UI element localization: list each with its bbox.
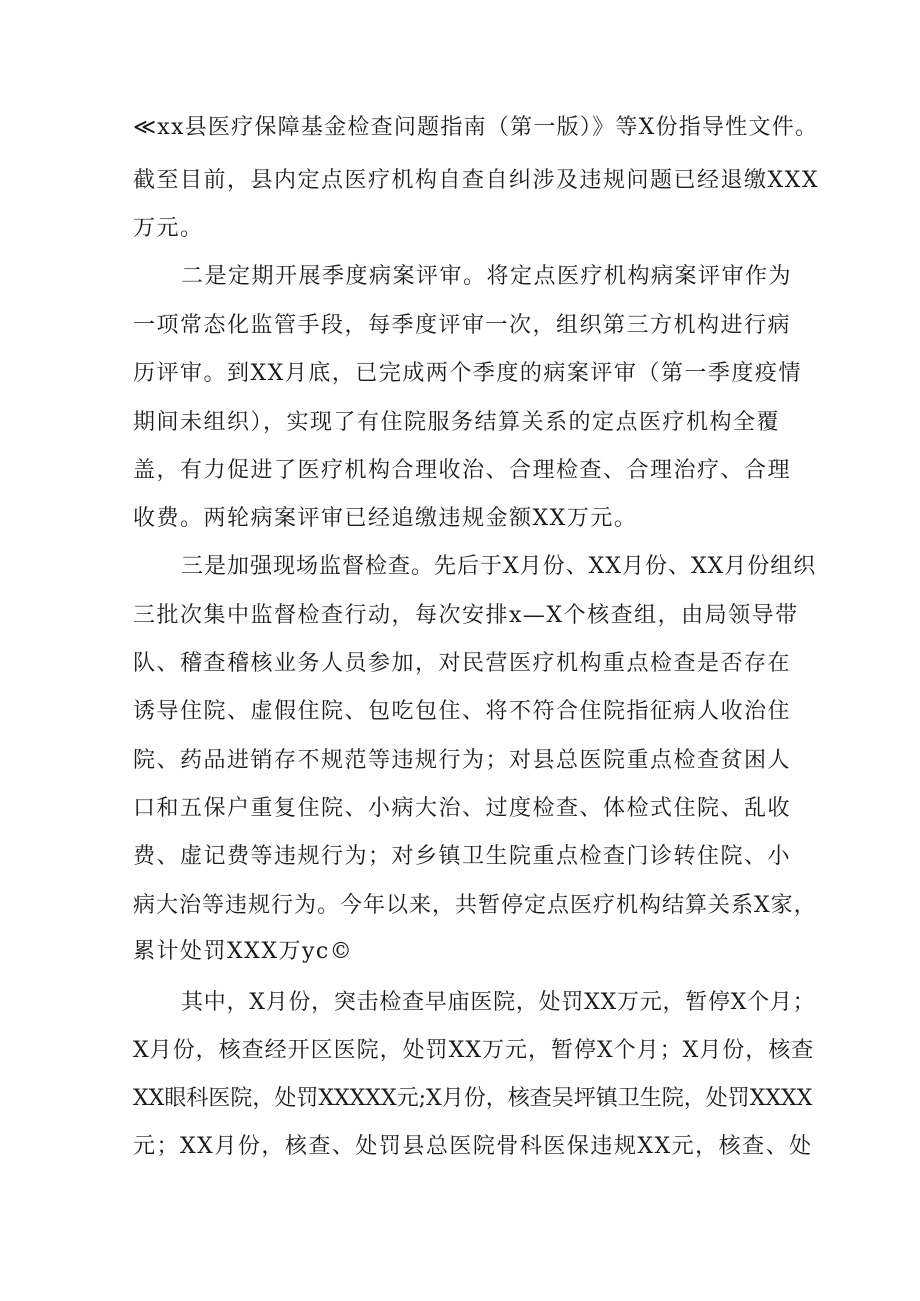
text-line	[0, 354, 920, 394]
text-line-content: 费、虚记费等违规行为；对乡镇卫生院重点检查门诊转住院、小	[133, 844, 792, 869]
text-line	[0, 983, 920, 1023]
text-line-content: 期间未组织），实现了有住院服务结算关系的定点医疗机构全覆	[133, 410, 781, 435]
text-line	[0, 644, 920, 684]
text-line	[0, 403, 920, 443]
text-line	[0, 161, 920, 201]
text-line-content: XX眼科医院，处罚XXXXX元;X月份，核查吴坪镇卫生院，处罚XXXX	[133, 1086, 813, 1111]
text-line-content: X月份，核查经开区医院，处罚XX万元，暂停X个月；X月份，核查	[133, 1038, 815, 1063]
text-line-content: 二是定期开展季度病案评审。将定点医疗机构病案评审作为	[181, 264, 793, 289]
text-line-content: 一项常态化监管手段，每季度评审一次，组织第三方机构进行病	[133, 313, 792, 338]
text-line	[0, 886, 920, 926]
text-line	[0, 1127, 920, 1167]
text-line-content: 诱导住院、虚假住院、包吃包住、将不符合住院指征病人收治住	[133, 699, 792, 724]
text-line	[0, 932, 920, 972]
text-line	[0, 596, 920, 636]
text-line	[0, 1079, 920, 1119]
text-line-content: 元；XX月份，核查、处罚县总医院骨科医保违规XX元，核查、处	[133, 1134, 813, 1159]
text-line-content: 收费。两轮病案评审已经追缴违规金额XX万元。	[133, 506, 638, 531]
text-line	[0, 741, 920, 781]
text-line-content: 口和五保户重复住院、小病大治、过度检查、体检式住院、乱收	[133, 796, 792, 821]
text-line-content: 历评审。到XX月底，已完成两个季度的病案评审（第一季度疫情	[133, 361, 802, 386]
text-line	[0, 837, 920, 877]
text-line-content: 三是加强现场监督检查。先后于X月份、XX月份、XX月份组织	[181, 554, 817, 579]
text-line	[0, 306, 920, 346]
text-line	[0, 547, 920, 587]
text-line	[0, 257, 920, 297]
text-line	[0, 789, 920, 829]
text-line-content: 其中，X月份，突击检查早庙医院，处罚XX万元，暂停X个月；	[181, 990, 816, 1015]
text-line	[0, 451, 920, 491]
text-line	[0, 499, 920, 539]
text-line-content: 盖，有力促进了医疗机构合理收治、合理检查、合理治疗、合理	[133, 458, 792, 483]
text-line-content: ≪xx县医疗保障基金检查问题指南（第一版）》等X份指导性文件。	[133, 115, 819, 140]
text-line-content: 三批次集中监督检查行动，每次安排x—X个核查组，由局领导带	[133, 603, 799, 628]
text-line	[0, 1031, 920, 1071]
text-line-content: 截至目前，县内定点医疗机构自查自纠涉及违规问题已经退缴XXX	[133, 168, 819, 193]
text-line-content: 万元。	[133, 216, 204, 241]
text-line-content: 累计处罚XXX万yc©	[133, 939, 354, 964]
text-line	[0, 692, 920, 732]
text-line-content: 队、稽查稽核业务人员参加，对民营医疗机构重点检查是否存在	[133, 651, 792, 676]
text-line-content: 病大治等违规行为。今年以来，共暂停定点医疗机构结算关系X家，	[133, 893, 817, 918]
text-line-content: 院、药品进销存不规范等违规行为；对县总医院重点检查贫困人	[133, 748, 792, 773]
text-line	[0, 209, 920, 249]
text-line	[0, 108, 920, 148]
